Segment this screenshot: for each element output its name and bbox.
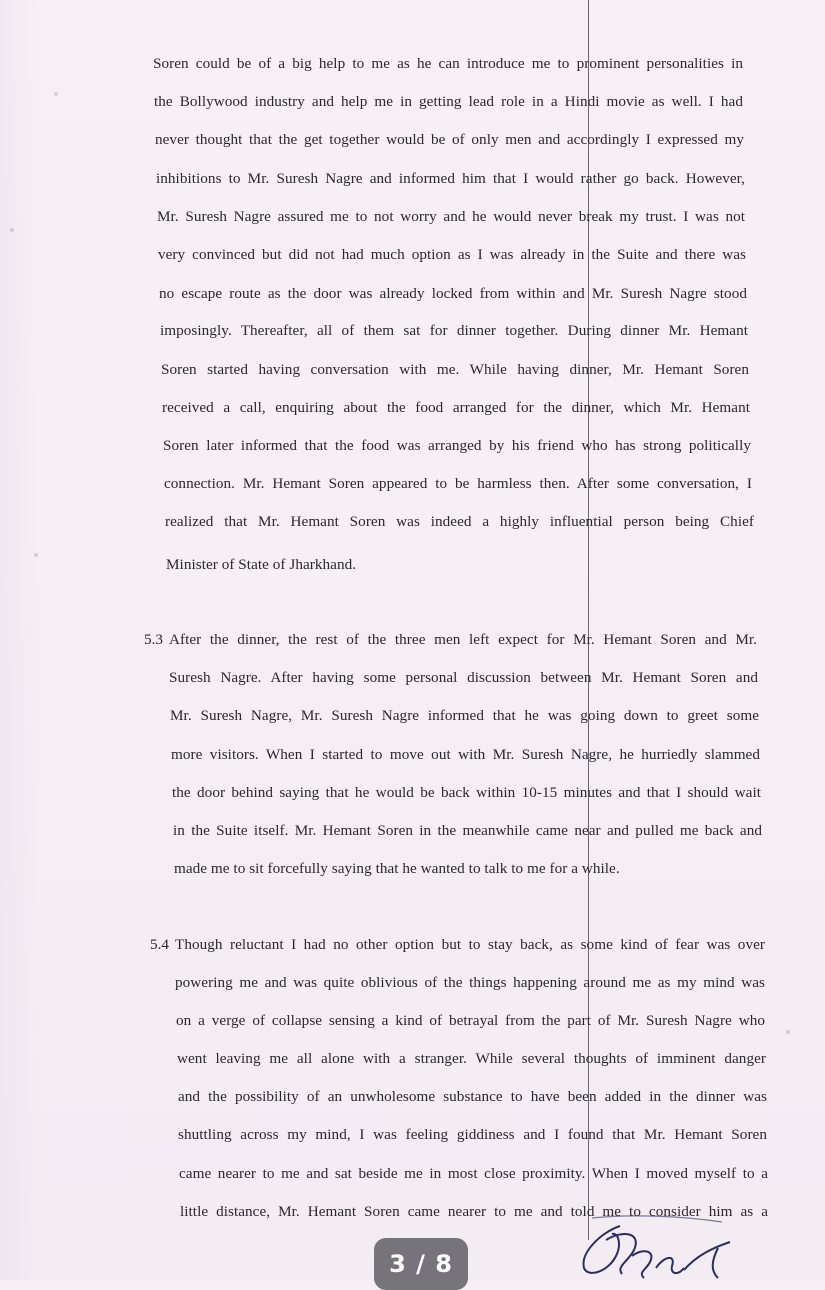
text-line: inhibitions to Mr. Suresh Nagre and informed him that I would rather go back. However, [156,170,745,187]
paragraph-number: 5.4 [150,936,169,953]
text-line: the door behind saying that he would be back within 10-15 minutes and that I should wait [172,784,761,801]
text-line: and the possibility of an unwholesome substance to have been added in the dinner was [178,1088,767,1105]
text-line: more visitors. When I started to move out with Mr. Suresh Nagre, he hurriedly slammed [171,746,760,763]
text-line: no escape route as the door was already locked from within and Mr. Suresh Nagre stood [159,285,747,302]
text-line: Suresh Nagre. After having some personal discussion between Mr. Hemant Soren and [169,669,758,686]
text-line: never thought that the get together would be of only men and accordingly I expressed my [155,131,744,148]
text-line: Soren later informed that the food was arranged by his friend who has strong politically [163,437,751,454]
text-line: made me to sit forcefully saying that he wanted to talk to me for a while. [174,860,620,877]
text-line: Though reluctant I had no other option but to stay back, as some kind of fear was over [175,936,765,953]
text-line: went leaving me all alone with a stranger. While several thoughts of imminent danger [177,1050,766,1067]
text-line: on a verge of collapse sensing a kind of betrayal from the part of Mr. Suresh Nagre who [176,1012,765,1029]
text-line: received a call, enquiring about the food arranged for the dinner, which Mr. Hemant [162,399,750,416]
paper-speck [786,1030,790,1034]
paper-speck [54,92,58,96]
page-indicator: 3 / 8 [374,1238,468,1290]
text-line: powering me and was quite oblivious of the things happening around me as my mind was [175,974,765,991]
text-line: very convinced but did not had much option as I was already in the Suite and there was [158,246,746,263]
text-line: Mr. Suresh Nagre assured me to not worry and he would never break my trust. I was not [157,208,745,225]
text-line: little distance, Mr. Hemant Soren came nearer to me and told me to consider him as a [180,1203,768,1220]
text-line: Soren started having conversation with me. While having dinner, Mr. Hemant Soren [161,361,749,378]
paper-speck [10,228,14,232]
text-line: connection. Mr. Hemant Soren appeared to be harmless then. After some conversation, I [164,475,752,492]
text-line: shuttling across my mind, I was feeling giddiness and I found that Mr. Hemant Soren [178,1126,767,1143]
text-line: Minister of State of Jharkhand. [166,556,357,573]
text-line: in the Suite itself. Mr. Hemant Soren in the meanwhile came near and pulled me back and [173,822,762,839]
paper-speck [34,553,38,557]
text-line: realized that Mr. Hemant Soren was indeed a highly influential person being Chief [165,513,754,530]
text-line: the Bollywood industry and help me in getting lead role in a Hindi movie as well. I had [154,93,743,110]
text-line: Mr. Suresh Nagre, Mr. Suresh Nagre informed that he was going down to greet some [170,707,759,724]
text-line: imposingly. Thereafter, all of them sat for dinner together. During dinner Mr. Hemant [160,322,748,339]
handwritten-signature [572,1212,752,1280]
paragraph-number: 5.3 [144,631,163,648]
text-line: Soren could be of a big help to me as he can introduce me to prominent personalities in [153,55,743,72]
text-line: After the dinner, the rest of the three men left expect for Mr. Hemant Soren and Mr. [169,631,757,648]
text-line: came nearer to me and sat beside me in most close proximity. When I moved myself to a [179,1165,768,1182]
